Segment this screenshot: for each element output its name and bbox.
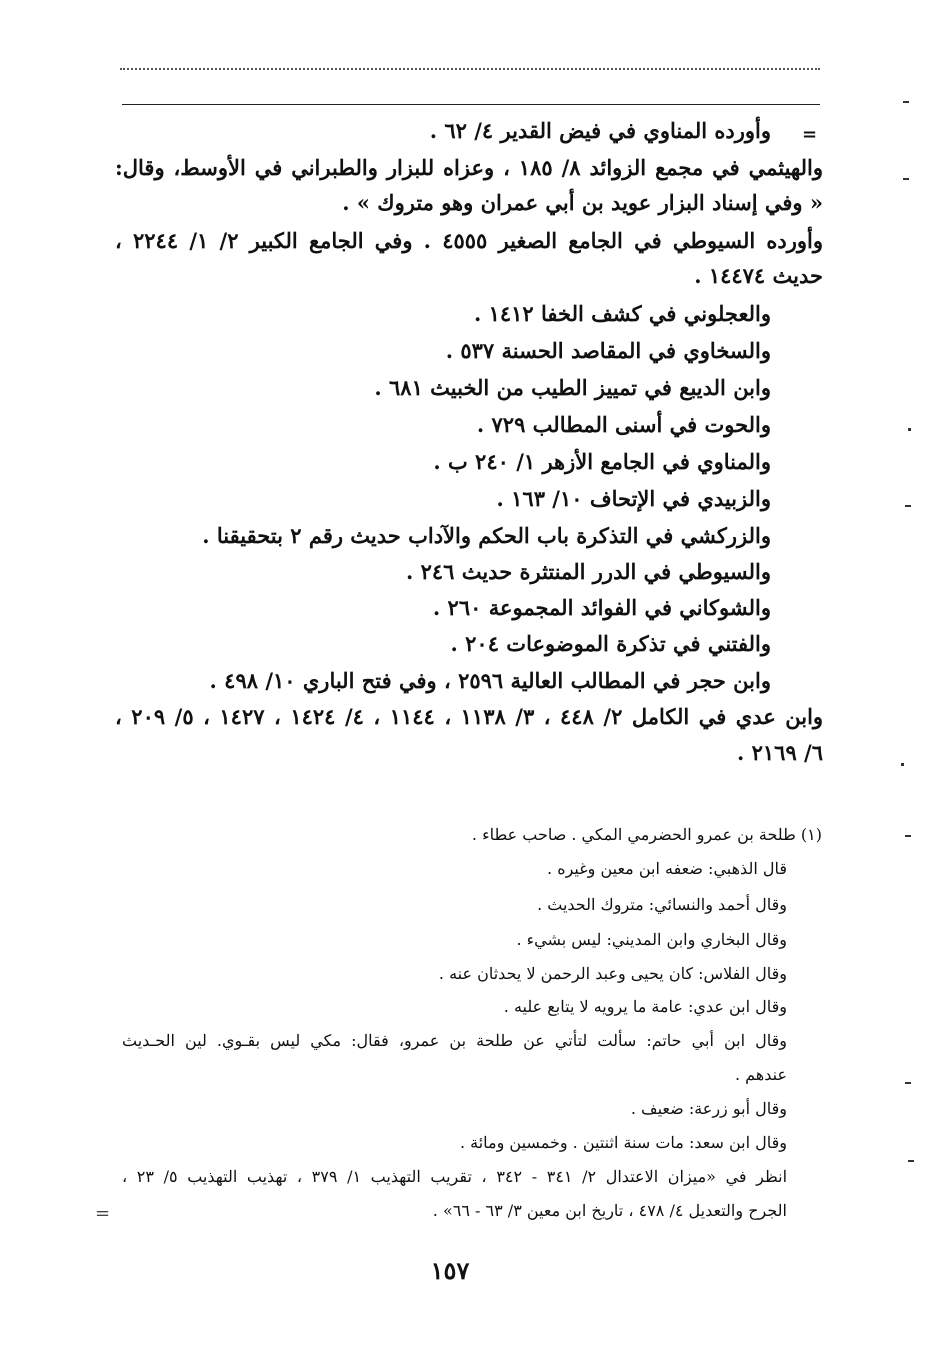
main-line: حديث ١٤٤٧٤ . [694, 263, 823, 288]
continuation-mark: = [802, 124, 818, 145]
footnote-line: وقال ابن أبي حاتم: سألت لتأتي عن طلحة بن عمرو، فقال: مكي ليس بقـوي. لين الحـديث [122, 1031, 787, 1050]
scan-speck [905, 1082, 911, 1084]
main-line: والحوت في أسنى المطالب ٧٢٩ . [476, 412, 771, 437]
main-line: والمناوي في الجامع الأزهر ١/ ٢٤٠ ب . [433, 449, 771, 474]
main-line: والشوكاني في الفوائد المجموعة ٢٦٠ . [432, 595, 771, 620]
scan-speck [903, 178, 909, 180]
footnote-line: انظر في «ميزان الاعتدال ٢/ ٣٤١ - ٣٤٢ ، تقريب التهذيب ١/ ٣٧٩ ، تهذيب التهذيب ٥/ ٢٣ ، [122, 1167, 788, 1186]
footnote-line: وقال أبو زرعة: ضعيف . [630, 1099, 787, 1118]
header-rule [122, 104, 820, 105]
main-line: والهيثمي في مجمع الزوائد ٨/ ١٨٥ ، وعزاه للبزار والطبراني في الأوسط، وقال: [115, 155, 823, 180]
page-number: ١٥٧ [430, 1256, 470, 1285]
main-line: والزبيدي في الإتحاف ١٠/ ١٦٣ . [496, 486, 771, 511]
main-line: والسخاوي في المقاصد الحسنة ٥٣٧ . [445, 338, 771, 363]
scan-speck [908, 1160, 914, 1162]
margin-mark: = [95, 1203, 111, 1224]
footnote-line: وقال ابن سعد: مات سنة اثنتين . وخمسين ومائة . [459, 1133, 787, 1152]
main-line: وابن عدي في الكامل ٢/ ٤٤٨ ، ٣/ ١١٣٨ ، ١١٤٤ ، ٤/ ١٤٢٤ ، ١٤٢٧ ، ٥/ ٢٠٩ ، [115, 704, 824, 729]
main-line: والزركشي في التذكرة باب الحكم والآداب حديث رقم ٢ بتحقيقنا . [202, 523, 771, 548]
main-line: وأورده المناوي في فيض القدير ٤/ ٦٢ . [429, 118, 771, 143]
main-line: وأورده السيوطي في الجامع الصغير ٤٥٥٥ . وفي الجامع الكبير ٢/ ١/ ٢٢٤٤ ، [115, 228, 824, 253]
footnote-line: الجرح والتعديل ٤/ ٤٧٨ ، تاريخ ابن معين ٣/ ٦٣ - ٦٦» . [432, 1201, 787, 1220]
scan-speck [901, 763, 904, 766]
footnote-line: عندهم . [734, 1065, 787, 1084]
main-line: وابن حجر في المطالب العالية ٢٥٩٦ ، وفي فتح الباري ١٠/ ٤٩٨ . [209, 668, 771, 693]
footnote-line: وقال أحمد والنسائي: متروك الحديث . [537, 895, 787, 914]
footnote-line: وقال البخاري وابن المديني: ليس بشيء . [516, 930, 787, 949]
scan-speck [905, 505, 911, 507]
top-dotted-border [120, 68, 820, 70]
main-line: وابن الديبع في تمييز الطيب من الخبيث ٦٨١ . [374, 375, 771, 400]
main-line: والسيوطي في الدرر المنتثرة حديث ٢٤٦ . [405, 559, 771, 584]
footnote-line: (١) طلحة بن عمرو الحضرمي المكي . صاحب عطاء . [471, 825, 822, 844]
main-line: ٦/ ٢١٦٩ . [736, 740, 823, 765]
main-line: « وفي إسناد البزار عويد بن أبي عمران وهو متروك » . [342, 190, 823, 215]
footnote-line: وقال الفلاس: كان يحيى وعبد الرحمن لا يحدثان عنه . [438, 964, 787, 983]
main-line: والعجلوني في كشف الخفا ١٤١٢ . [473, 301, 771, 326]
scan-speck [905, 835, 911, 837]
footnote-line: قال الذهبي: ضعفه ابن معين وغيره . [547, 859, 787, 878]
main-line: والفتني في تذكرة الموضوعات ٢٠٤ . [450, 631, 771, 656]
scan-speck [908, 428, 911, 431]
scan-speck [903, 101, 909, 103]
footnote-line: وقال ابن عدي: عامة ما يرويه لا يتابع عليه . [503, 997, 787, 1016]
